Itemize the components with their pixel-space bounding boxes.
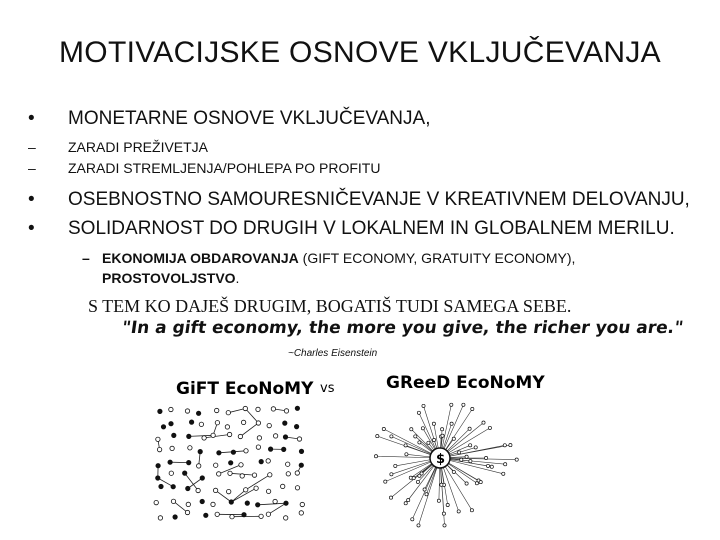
greed-network-drawing (374, 403, 518, 527)
volunteering-item (102, 270, 239, 286)
motto: S TEM KO DAJEŠ DRUGIM, BOGATIŠ TUDI SAMEGA SEBE. (88, 296, 572, 316)
gift-economy-bold: EKONOMIJA OBDAROVANJA (102, 250, 299, 266)
bullet-marker: • (28, 108, 35, 129)
sub-item-greed (28, 160, 380, 176)
bullet-text: SOLIDARNOST DO DRUGIH V LOKALNEM IN GLOBALNEM MERILU. (68, 218, 675, 239)
vs-label: vs (320, 381, 335, 396)
bullet-marker: • (28, 189, 35, 210)
bullet-marker: • (28, 218, 35, 239)
gift-economy-item (82, 250, 575, 266)
eisenstein-quote: "In a gift economy, the more you give, the richer you are." (120, 318, 685, 338)
bullet-text: MONETARNE OSNOVE VKLJUČEVANJA, (68, 108, 431, 129)
bullet-monetary (28, 108, 430, 130)
quote-attribution: ~Charles Eisenstein (288, 348, 378, 359)
volunteering-end: . (235, 270, 240, 286)
dash-marker: – (28, 160, 36, 176)
gift-vs-greed-illustration (148, 362, 548, 534)
bullet-solidarity (28, 218, 675, 240)
bullet-self-realization (28, 189, 690, 211)
sub-item-text: ZARADI STREMLJENJA/POHLEPA PO PROFITU (68, 160, 381, 176)
slide-title: MOTIVACIJSKE OSNOVE VKLJUČEVANJA (59, 36, 661, 69)
dash-marker: – (82, 250, 90, 266)
svg-text:$: $ (436, 452, 446, 467)
greed-economy-label: GReeD EcoNoMY (386, 373, 545, 393)
bullet-text: OSEBNOSTNO SAMOURESNIČEVANJE V KREATIVNEM DELOVANJU, (68, 189, 690, 210)
dash-marker: – (28, 139, 36, 155)
gift-economy-label: GiFT EcoNoMY (176, 379, 314, 399)
sub-item-text: ZARADI PREŽIVETJA (68, 139, 209, 155)
gift-network-drawing (154, 406, 305, 520)
gift-economy-text: (GIFT ECONOMY, GRATUITY ECONOMY), (298, 250, 576, 266)
sub-item-survival (28, 139, 208, 155)
volunteering-bold: PROSTOVOLJSTVO (102, 270, 236, 286)
